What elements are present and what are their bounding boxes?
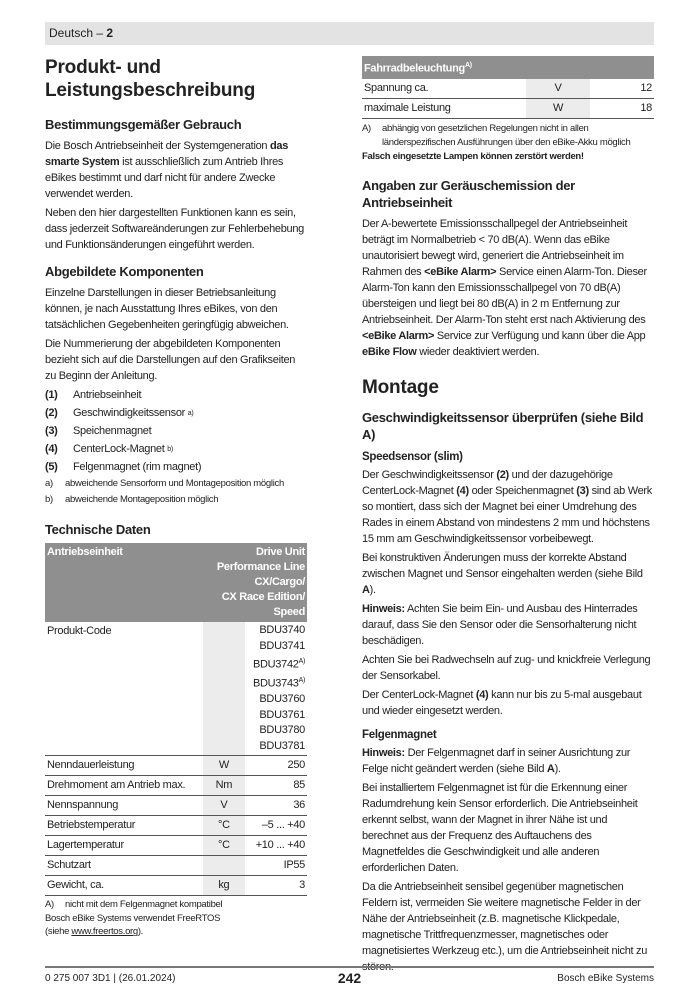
row-value: 250 (245, 756, 307, 776)
row-value: 18 (590, 98, 654, 118)
text: Der Geschwindigkeitssensor (362, 468, 497, 481)
lighting-header (362, 56, 654, 79)
product-code (247, 739, 305, 755)
text: Der Felgenmagnet darf in seiner Ausrichtung zur Felge nicht geändert werden (siehe Bild (362, 746, 631, 775)
paragraph (362, 467, 654, 547)
bold-text: Hinweis: (362, 602, 405, 615)
paragraph (45, 138, 307, 202)
item-number: (5) (45, 461, 58, 473)
bold-text: A (546, 762, 555, 775)
paragraph (362, 550, 654, 598)
item-label: Speichenmagnet (73, 425, 152, 437)
list-item (45, 387, 307, 404)
footnote-key: A) (45, 899, 54, 911)
left-column (45, 56, 307, 938)
table-row (45, 856, 307, 876)
doc-id: 0 275 007 3D1 | (26.01.2024) (45, 973, 176, 984)
row-value: 12 (590, 79, 654, 99)
row-unit: kg (203, 876, 245, 896)
code: BDU3743 (252, 677, 299, 690)
code: BDU3741 (259, 639, 305, 652)
row-label: Drehmoment am Antrieb max. (45, 776, 203, 796)
product-code (247, 723, 305, 739)
row-unit: °C (203, 816, 245, 836)
product-code (247, 623, 305, 639)
freertos-link[interactable]: www.freertos.org (71, 926, 138, 938)
paragraph: Einzelne Darstellungen in dieser Betriebsanleitung können, je nach Ausstattung Ihres eBikes, von den tatsächlichen Gegebenheiten geringfügig abweichen. (45, 287, 289, 331)
code: BDU3780 (259, 724, 305, 737)
row-label: Nenndauerleistung (45, 756, 203, 776)
list-item (45, 423, 307, 440)
text: Bei installiertem Felgenmagnet ist für die Erkennung einer Radumdrehung kein Sensor erforderlich. Die Antriebseinheit erkennt selbst, wann der Magnet in ihrer Nähe ist und berechnet aus der Frequenz des Auftauchens des Magnetfeldes die Geschwindigkeit und alle anderen erforderlichen Daten. (362, 781, 638, 874)
bold-text: Hinweis: (362, 746, 405, 759)
right-column (362, 56, 654, 978)
paragraph (362, 879, 654, 975)
rim-magnet-text (362, 745, 654, 975)
text: ). (369, 583, 376, 596)
bold-text: eBike Flow (362, 345, 417, 358)
text: Der CenterLock-Magnet (362, 688, 476, 701)
list-item (45, 441, 307, 458)
row-label: Lagertemperatur (45, 836, 203, 856)
row-unit: V (203, 796, 245, 816)
heading-noise: Angaben zur Geräuschemission der Antriebseinheit (362, 177, 575, 210)
paragraph (362, 216, 654, 360)
intended-use-text (45, 138, 307, 253)
rtos-text: Bosch eBike Systems verwendet FreeRTOS (45, 913, 221, 925)
product-code (247, 692, 305, 708)
header-model (203, 543, 307, 622)
item-label: Geschwindigkeitssensor (73, 407, 186, 419)
footnote-ref: A) (464, 62, 472, 69)
text: oder Speichenmagnet (468, 484, 577, 497)
item-label: Felgenmagnet (rim magnet) (73, 461, 202, 473)
text: Die Bosch Antriebseinheit der Systemgeneration (45, 140, 270, 152)
table-header (362, 56, 654, 79)
text: Achten Sie beim Ein- und Ausbau des Hinterrades darauf, dass Sie den Sensor oder die Sensorhalterung nicht beschädigen. (362, 602, 638, 647)
row-unit: °C (203, 836, 245, 856)
text: Service einen Alarm-Ton. Dieser Alarm-Ton kann den Emissionsschallpegel von 70 dB(A) übersteigen und liegt bei 80 dB(A) in 2 m Entfernung zur Antriebseinheit. Der Alarm-Ton steht erst nach Aktivierung des (362, 265, 647, 326)
table-row (362, 98, 654, 118)
product-code (247, 639, 305, 655)
header-language: Deutsch – (49, 26, 107, 40)
table-row (45, 816, 307, 836)
text: sind ab Werk so montiert, dass sich der Magnet bei einer Umdrehung des Rades in einem Abstand von mindestens 2 mm und höchstens 15 mm am Geschwindigkeitssensor vorbeibewegt. (362, 484, 652, 545)
list-item (45, 405, 307, 422)
row-label: maximale Leistung (362, 98, 526, 118)
product-code (247, 708, 305, 724)
text: ist ausschließlich zum Antrieb Ihres eBikes bestimmt und darf nicht für andere Zwecke verwendet werden. (45, 156, 284, 200)
text: Der A-bewertete Emissionsschallpegel der Antriebseinheit beträgt im Normalbetrieb < 70 dB(A). Wenn das eBike unautorisiert bewegt wird, generiert die Antriebseinheit im Rahmen des (362, 217, 628, 278)
text: und der dazugehörige CenterLock-Magnet (362, 468, 613, 497)
brand: Bosch eBike Systems (557, 973, 654, 984)
footnote-text: nicht mit dem Felgenmagnet kompatibel (65, 899, 223, 911)
table-row (45, 776, 307, 796)
header-page: 2 (106, 26, 114, 40)
footnote-text: abhängig von gesetzlichen Regelungen nicht in allen länderspezifischen Ausführungen über den eBike-Akku möglich (382, 122, 631, 148)
code: BDU3760 (259, 693, 305, 706)
footnote (45, 898, 307, 912)
code: BDU3761 (259, 708, 305, 721)
header-line: Performance Line (216, 561, 305, 573)
text: Da die Antriebseinheit sensibel gegenüber magnetischen Feldern ist, vermeiden Sie weitere magnetische Felder in der Nähe der Antriebseinheit (z.B. magnetische Klickpedale, magnetische Trittfrequenzmesser, magnetisches oder magnetisiertes Werkzeug etc.), um die Antriebseinheit nicht zu stören. (362, 880, 648, 973)
page-footer (45, 966, 654, 990)
row-unit: W (526, 98, 590, 118)
heading-rim-magnet: Felgenmagnet (362, 728, 437, 741)
code: BDU3740 (259, 624, 305, 636)
bold-text: (4) (456, 484, 469, 497)
code: BDU3742 (252, 658, 299, 671)
heading-montage: Montage (362, 376, 439, 398)
rtos-post: ). (137, 926, 144, 938)
bold-text: das smarte System (45, 140, 289, 168)
row-unit: Nm (203, 776, 245, 796)
header-line: Drive Unit (256, 546, 305, 558)
bold-text: (2) (496, 468, 509, 481)
list-item (45, 459, 307, 476)
footnote-ref: b) (167, 446, 173, 453)
row-value: –5 ... +40 (245, 816, 307, 836)
text: ). (554, 762, 561, 775)
footnote-text: abweichende Montageposition möglich (65, 494, 219, 505)
footnote-key: b) (45, 494, 53, 505)
text: Bei konstruktiven Änderungen muss der korrekte Abstand zwischen Magnet und Sensor eingehalten werden (siehe Bild (362, 551, 643, 580)
lighting-title: Fahrradbeleuchtung (364, 62, 465, 75)
footnote-key: a) (45, 478, 53, 489)
row-value: 3 (245, 876, 307, 896)
row-label: Spannung ca. (362, 79, 526, 99)
product-codes (245, 622, 307, 756)
product-code (247, 673, 305, 692)
lighting-table (362, 56, 654, 119)
row-unit: W (203, 756, 245, 776)
row-unit: V (526, 79, 590, 99)
table-row (362, 79, 654, 99)
item-number: (3) (45, 425, 58, 437)
row-label: Produkt-Code (45, 622, 203, 756)
table-row (45, 796, 307, 816)
page-header (45, 22, 654, 45)
text: Achten Sie bei Radwechseln auf zug- und knickfreie Verlegung der Sensorkabel. (362, 653, 651, 682)
footnote-ref: A) (298, 677, 305, 685)
row-value: 36 (245, 796, 307, 816)
row-label: Betriebstemperatur (45, 816, 203, 836)
sensor-text (362, 467, 654, 719)
header-line: Speed (273, 606, 305, 618)
footnote (45, 493, 307, 507)
paragraph (362, 652, 654, 684)
heading-speedsensor: Speedsensor (slim) (362, 450, 463, 463)
footnote-text: abweichende Sensorform und Montageposition möglich (65, 478, 284, 489)
footnote (362, 122, 654, 150)
paragraph (362, 745, 654, 777)
table-row (45, 756, 307, 776)
footnote-ref: A) (298, 658, 305, 665)
footnote-ref: a) (187, 410, 194, 417)
heading-sensor-check: Geschwindigkeitssensor überprüfen (siehe Bild A) (362, 409, 644, 442)
bold-text: (4) (475, 688, 489, 701)
text: Service zur Verfügung und kann über die App (434, 329, 646, 342)
text: kann nur bis zu 5-mal ausgebaut und wieder eingesetzt werden. (362, 688, 642, 717)
table-header (45, 543, 307, 622)
footnote (45, 477, 307, 491)
paragraph (362, 780, 654, 876)
product-code (247, 654, 305, 673)
heading-components: Abgebildete Komponenten (45, 264, 204, 279)
row-label: Nennspannung (45, 796, 203, 816)
item-number: (2) (45, 407, 58, 419)
paragraph (45, 205, 307, 253)
paragraph (362, 687, 654, 719)
bold-text: <eBike Alarm> (362, 329, 435, 342)
item-number: (1) (45, 389, 58, 401)
paragraph: Die Nummerierung der abgebildeten Komponenten bezieht sich auf die Darstellungen auf den Grafikseiten zu Beginn der Anleitung. (45, 338, 296, 382)
row-value: +10 ... +40 (245, 836, 307, 856)
component-list (45, 387, 307, 476)
item-label: CenterLock-Magnet (73, 443, 165, 455)
row-unit (203, 622, 245, 756)
paragraph (362, 601, 654, 649)
header-line: CX Race Edition/ (221, 591, 305, 603)
noise-text (362, 216, 654, 360)
bold-text: (3) (576, 484, 589, 497)
item-number: (4) (45, 443, 58, 455)
item-label: Antriebseinheit (73, 389, 142, 401)
row-value: IP55 (245, 856, 307, 876)
rtos-pre: (siehe (45, 926, 72, 938)
row-value: 85 (245, 776, 307, 796)
table-row (45, 876, 307, 896)
page-title: Produkt- und Leistungsbeschreibung (45, 57, 256, 101)
tech-data-table (45, 543, 307, 896)
lamp-warning: Falsch eingesetzte Lampen können zerstört werden! (362, 150, 584, 162)
row-label: Schutzart (45, 856, 203, 876)
heading-tech-data: Technische Daten (45, 522, 151, 537)
heading-intended-use: Bestimmungsgemäßer Gebrauch (45, 117, 242, 132)
page-number: 242 (337, 970, 362, 986)
row-unit (203, 856, 245, 876)
header-drive-unit: Antriebseinheit (45, 543, 203, 622)
footnote-key: A) (362, 122, 371, 134)
table-row (45, 622, 307, 756)
bold-text: <eBike Alarm> (424, 265, 497, 278)
rtos-note (45, 912, 307, 938)
text: Neben den hier dargestellten Funktionen kann es sein, dass jederzeit Softwareänderungen zur Fehlerbehebung und Funktionsänderungen eingeführt werden. (45, 207, 304, 251)
bold-text: A (362, 583, 370, 596)
code: BDU3781 (259, 739, 305, 752)
row-label: Gewicht, ca. (45, 876, 203, 896)
text: wieder deaktiviert werden. (416, 345, 540, 358)
header-line: CX/Cargo/ (254, 576, 305, 588)
table-row (45, 836, 307, 856)
